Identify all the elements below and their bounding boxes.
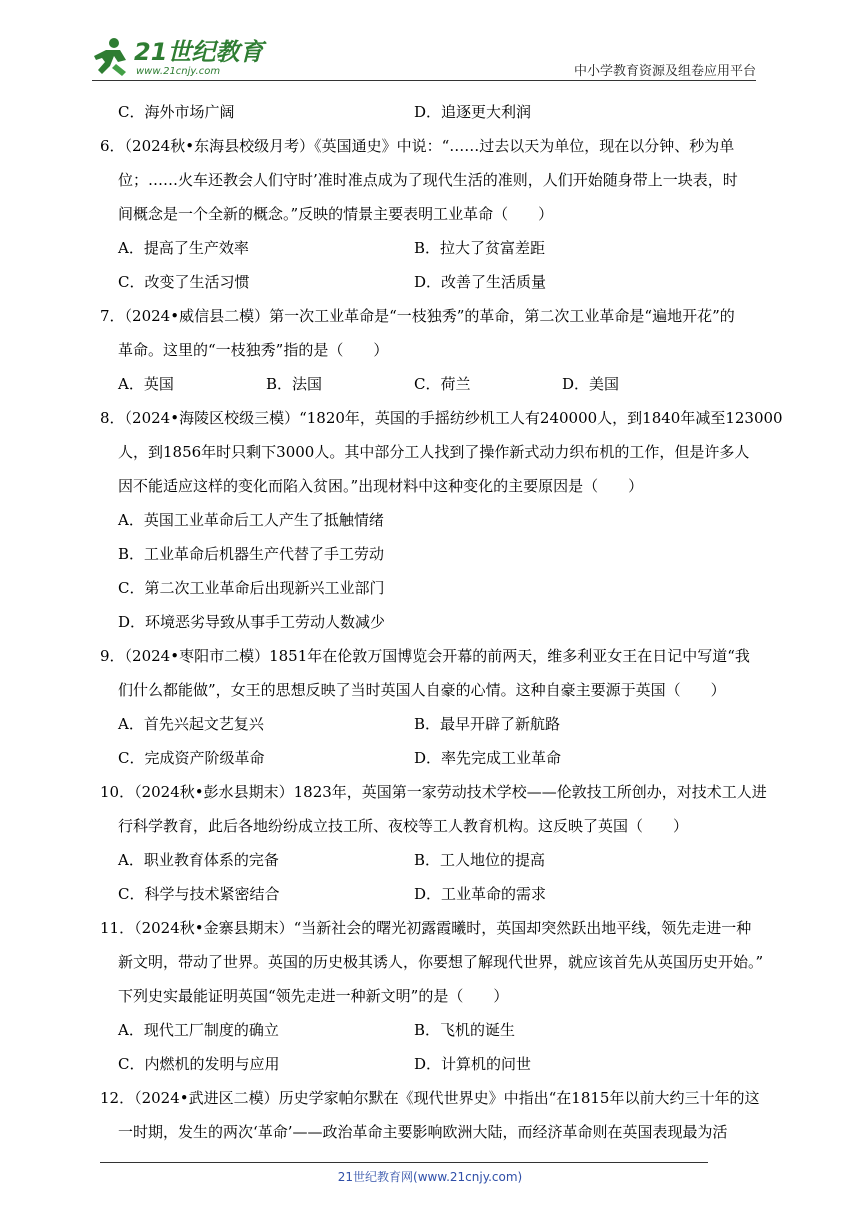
platform-name: 中小学教育资源及组卷应用平台: [573, 64, 756, 79]
text-line: 8．（2024•海陵区校级三模）“1820年，英国的手摇纺纱机工人有240000人，到1840年减至123000: [100, 409, 783, 427]
answer-option: B．最早开辟了新航路: [414, 715, 561, 733]
answer-option: A．首先兴起文艺复兴: [118, 715, 264, 733]
text-line: 们什么都能做”，女王的思想反映了当时英国人自豪的心情。这种自豪主要源于英国（ ）: [118, 681, 726, 699]
answer-option: C．荷兰: [414, 375, 471, 393]
answer-option: C．海外市场广阔: [118, 103, 235, 121]
text-line: 因不能适应这样的变化而陷入贫困。”出现材料中这种变化的主要原因是（ ）: [118, 477, 644, 495]
answer-option: C．内燃机的发明与应用: [118, 1055, 280, 1073]
answer-option: D．改善了生活质量: [414, 273, 547, 291]
footer-text: 21世纪教育网(www.21cnjy.com): [337, 1170, 523, 1184]
text-line: 6．（2024秋•东海县校级月考）《英国通史》中说：“……过去以天为单位，现在以分钟、秒为单: [100, 137, 735, 155]
text-line: 7．（2024•威信县二模）第一次工业革命是“一枝独秀”的革命，第二次工业革命是“遍地开花”的: [100, 307, 735, 325]
text-line: 革命。这里的“一枝独秀”指的是（ ）: [118, 341, 389, 359]
answer-option: D．美国: [562, 375, 620, 393]
answer-option: C．改变了生活习惯: [118, 273, 250, 291]
logo-url-text: www.21cnjy.com: [136, 66, 221, 77]
text-line: 10．（2024秋•彭水县期末）1823年，英国第一家劳动技术学校——伦敦技工所创办，对技术工人进: [100, 783, 767, 801]
answer-option: B．拉大了贫富差距: [414, 239, 546, 257]
text-line: 间概念是一个全新的概念。”反映的情景主要表明工业革命（ ）: [118, 205, 554, 223]
answer-option: B．飞机的诞生: [414, 1021, 516, 1039]
answer-option: D．率先完成工业革命: [414, 749, 562, 767]
header-divider: [92, 80, 756, 81]
answer-option: C．完成资产阶级革命: [118, 749, 265, 767]
text-line: 人，到1856年时只剩下3000人。其中部分工人找到了操作新式动力织布机的工作，但是许多人: [118, 443, 750, 461]
footer-divider: [100, 1162, 708, 1163]
answer-option: A．提高了生产效率: [118, 239, 249, 257]
text-line: A．英国工业革命后工人产生了抵触情绪: [118, 511, 384, 529]
text-line: 一时期，发生的两次‘革命’——政治革命主要影响欧洲大陆，而经济革命则在英国表现最为活: [118, 1123, 728, 1141]
answer-option: A．职业教育体系的完备: [118, 851, 279, 869]
answer-option: C．科学与技术紧密结合: [118, 885, 280, 903]
answer-option: D．工业革命的需求: [414, 885, 547, 903]
text-line: 9．（2024•枣阳市二模）1851年在伦敦万国博览会开幕的前两天，维多利亚女王在日记中写道“我: [100, 647, 750, 665]
answer-option: A．英国: [118, 375, 174, 393]
text-line: 位；……火车还教会人们守时’准时准点成为了现代生活的准则，人们开始随身带上一块表，时: [118, 171, 738, 189]
text-line: 12．（2024•武进区二模）历史学家帕尔默在《现代世界史》中指出“在1815年以前大约三十年的这: [100, 1089, 760, 1107]
text-line: 新文明，带动了世界。英国的历史极其诱人，你要想了解现代世界，就应该首先从英国历史开始。”: [118, 953, 764, 971]
text-line: B．工业革命后机器生产代替了手工劳动: [118, 545, 385, 563]
answer-option: B．工人地位的提高: [414, 851, 546, 869]
text-line: 下列史实最能证明英国“领先走进一种新文明”的是（ ）: [118, 987, 509, 1005]
runner-figure: [94, 38, 126, 76]
text-line: D．环境恶劣导致从事手工劳动人数减少: [118, 613, 386, 631]
answer-option: A．现代工厂制度的确立: [118, 1021, 279, 1039]
site-logo-icon: [92, 34, 272, 82]
logo-text: 21世纪教育: [134, 38, 264, 66]
text-line: 11．（2024秋•金寨县期末）“当新社会的曙光初露霞曦时，英国却突然跃出地平线，领先走进一种: [100, 919, 752, 937]
answer-option: D．计算机的问世: [414, 1055, 532, 1073]
text-line: C．第二次工业革命后出现新兴工业部门: [118, 579, 385, 597]
answer-option: D．追逐更大利润: [414, 103, 532, 121]
answer-option: B．法国: [266, 375, 323, 393]
text-line: 行科学教育，此后各地纷纷成立技工所、夜校等工人教育机构。这反映了英国（ ）: [118, 817, 689, 835]
